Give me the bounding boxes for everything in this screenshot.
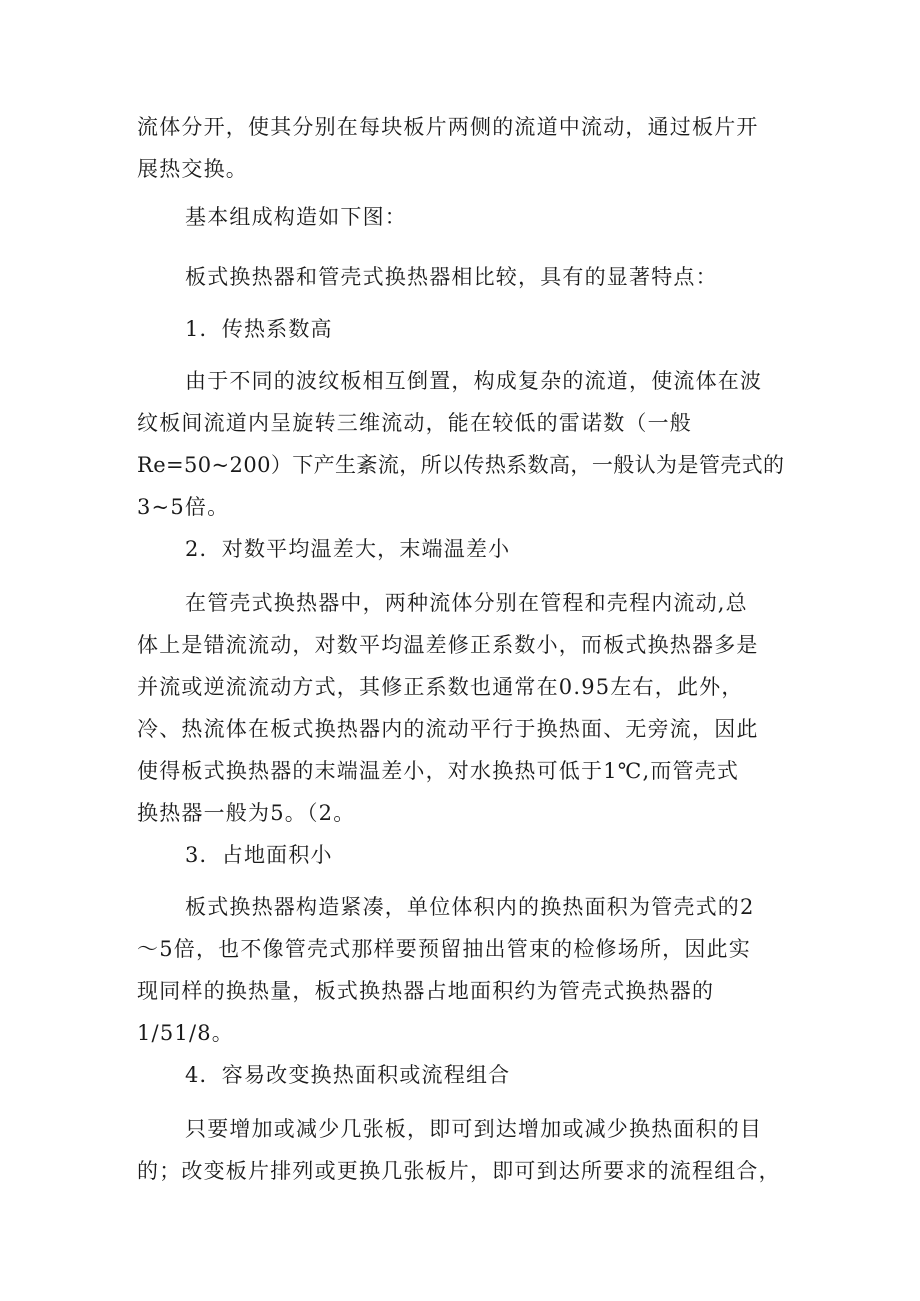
heading-text: 2．对数平均温差大，末端温差小 [185,537,511,561]
text-line: 板式换热器构造紧凑，单位体积内的换热面积为管壳式的2 [185,895,755,919]
text-line: 只要增加或减少几张板，即可到达增加或减少换热面积的目 [185,1117,763,1141]
section-heading-4 [137,1054,797,1096]
text-line: 的；改变板片排列或更换几张板片，即可到达所要求的流程组合， [137,1159,781,1183]
text-line: 使得板式换热器的末端温差小，对水换热可低于1℃,而管壳式 [137,759,740,783]
text-line: 流体分开，使其分别在每块板片两侧的流道中流动，通过板片开 [137,115,759,139]
text-line: 体上是错流流动，对数平均温差修正系数小，而板式换热器多是 [137,633,759,657]
text-line: 并流或逆流流动方式，其修正系数也通常在0.95左右，此外， [137,675,744,699]
paragraph-footprint [137,886,797,1054]
text-line: 纹板间流道内呈旋转三维流动，能在较低的雷诺数（一般 [137,411,692,435]
text-line: 板式换热器和管壳式换热器相比较，具有的显著特点： [185,265,718,289]
paragraph-heat-transfer-coefficient [137,360,797,528]
text-line: 在管壳式换热器中，两种流体分别在管程和壳程内流动,总 [185,591,748,615]
text-line: Re=50~200）下产生紊流，所以传热系数高，一般认为是管壳式的 [137,453,785,477]
text-line: 展热交换。 [137,157,248,181]
heading-text: 4．容易改变换热面积或流程组合 [185,1063,511,1087]
paragraph-comparison-intro [137,256,797,298]
heading-text: 3．占地面积小 [185,843,333,867]
text-line: ～5倍，也不像管壳式那样要预留抽出管束的检修场所，因此实 [137,937,751,961]
paragraph-flexibility [137,1108,797,1192]
heading-text: 1．传热系数高 [185,317,333,341]
text-line: 冷、热流体在板式换热器内的流动平行于换热面、无旁流，因此 [137,717,759,741]
paragraph-temperature-difference [137,582,797,834]
paragraph-basic-structure [137,196,797,238]
text-line: 基本组成构造如下图： [185,205,407,229]
text-line: 现同样的换热量，板式换热器占地面积约为管壳式换热器的 [137,979,715,1003]
text-line: 由于不同的波纹板相互倒置，构成复杂的流道，使流体在波 [185,369,763,393]
text-line: 1/51/8。 [137,1021,234,1045]
text-line: 3~5倍。 [137,495,230,519]
section-heading-1 [137,308,797,350]
section-heading-2 [137,528,797,570]
paragraph-plate-separation [137,106,797,190]
section-heading-3 [137,834,797,876]
text-line: 换热器一般为5。（2。 [137,801,356,825]
